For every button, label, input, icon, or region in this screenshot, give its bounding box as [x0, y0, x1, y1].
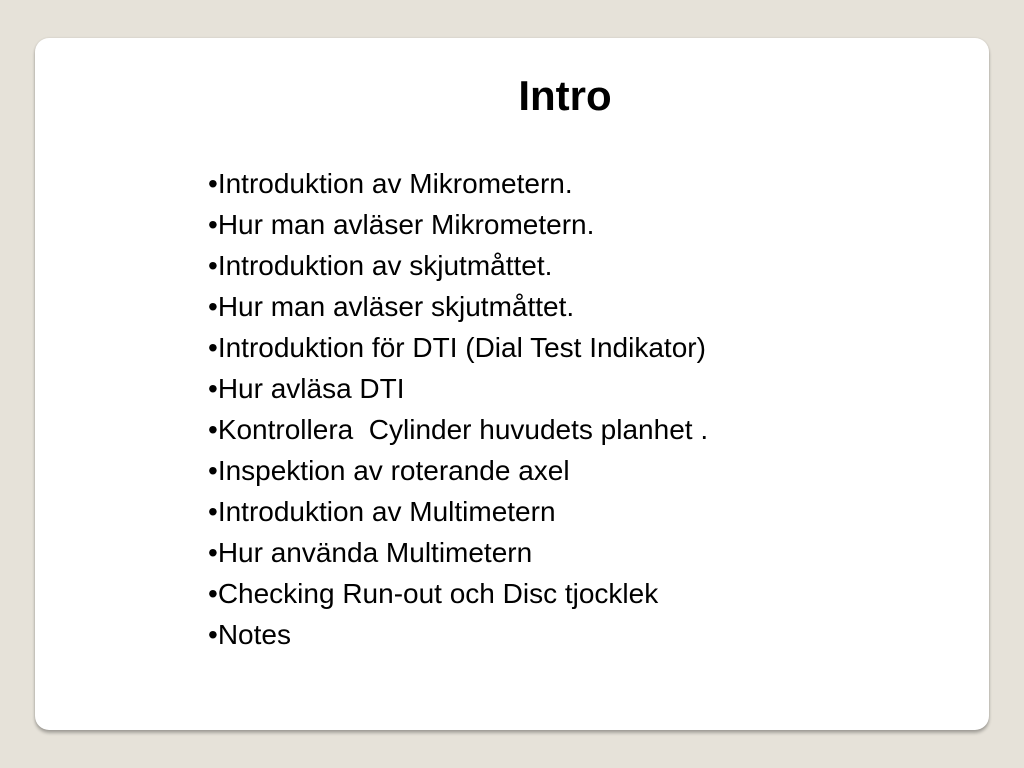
list-item: • Introduktion för DTI (Dial Test Indikator) [208, 327, 708, 368]
list-item: • Notes [208, 614, 708, 655]
list-item: • Checking Run-out och Disc tjocklek [208, 573, 708, 614]
list-item: • Inspektion av roterande axel [208, 450, 708, 491]
list-item: • Hur använda Multimetern [208, 532, 708, 573]
list-item: • Kontrollera Cylinder huvudets planhet . [208, 409, 708, 450]
list-item: • Introduktion av Mikrometern. [208, 163, 708, 204]
slide-title: Intro [518, 72, 612, 119]
bullet-list [208, 163, 708, 655]
list-item: • Introduktion av skjutmåttet. [208, 245, 708, 286]
list-item: • Introduktion av Multimetern [208, 491, 708, 532]
list-item: • Hur man avläser Mikrometern. [208, 204, 708, 245]
list-item: • Hur man avläser skjutmåttet. [208, 286, 708, 327]
list-item: • Hur avläsa DTI [208, 368, 708, 409]
